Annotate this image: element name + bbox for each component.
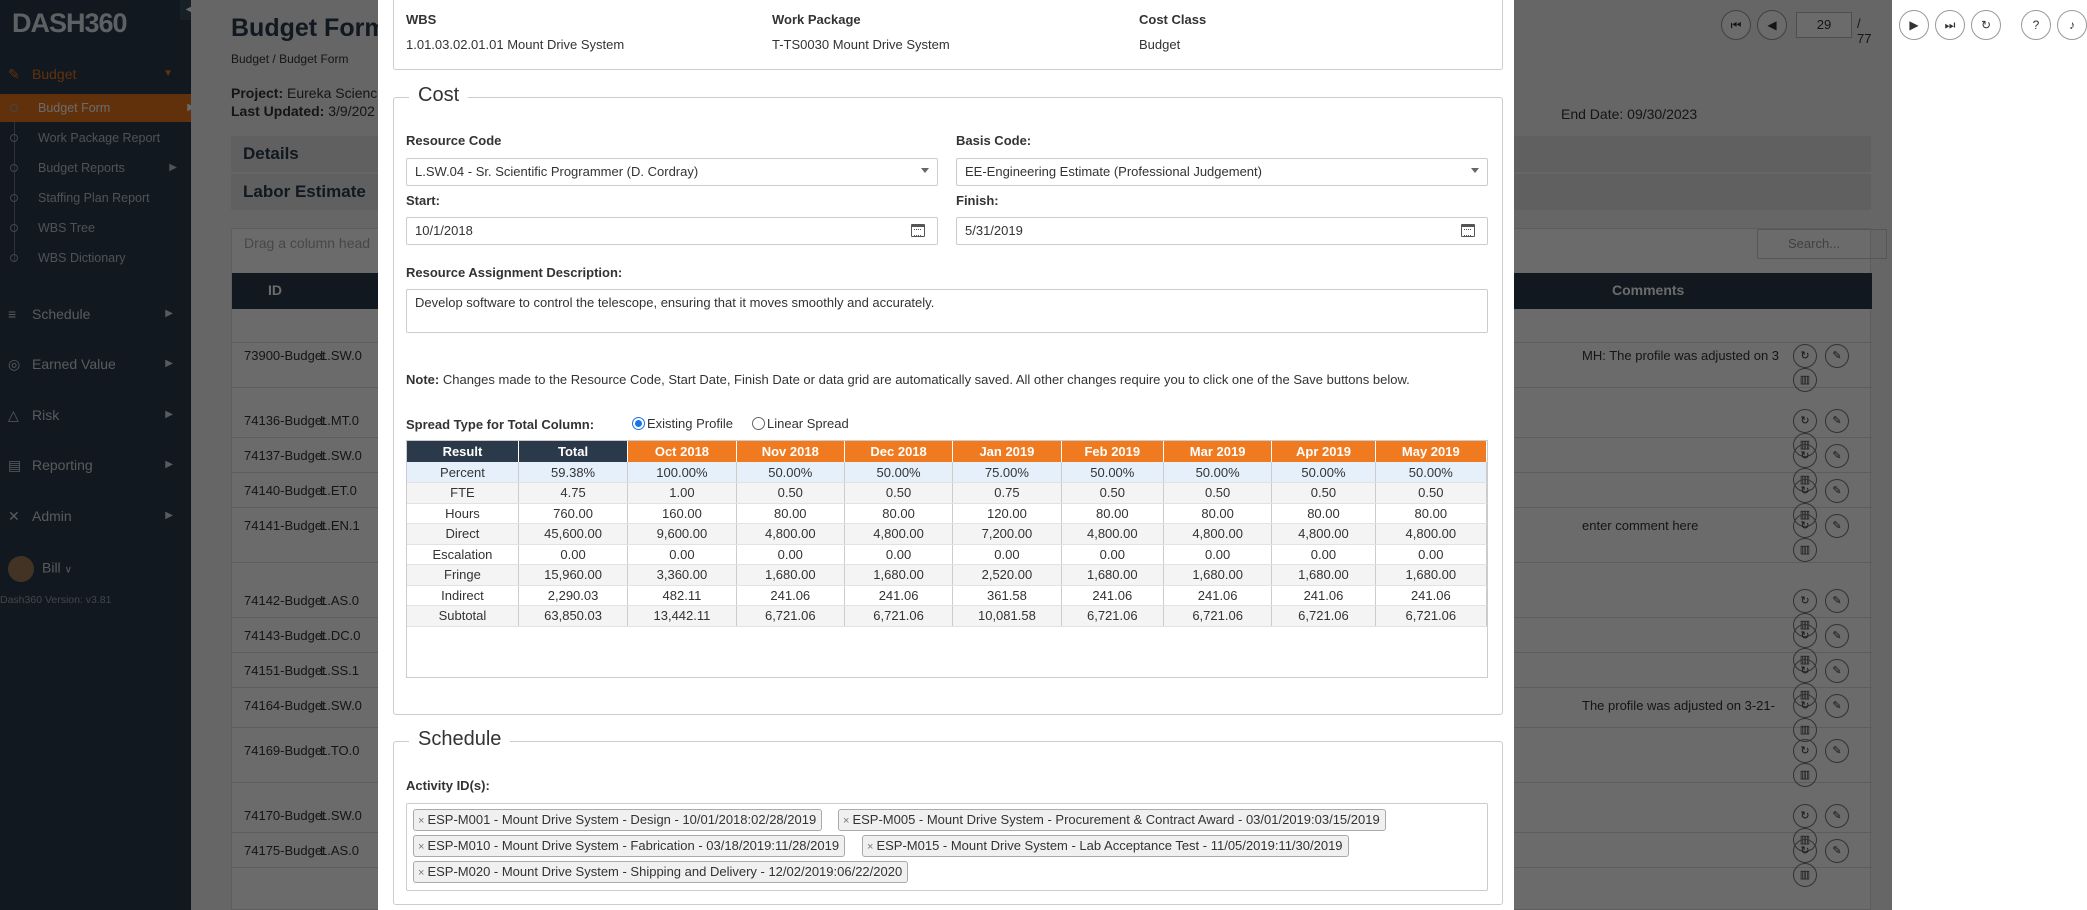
table-cell[interactable]: 4,800.00 <box>1375 524 1486 545</box>
table-cell: 2,290.03 <box>518 585 627 606</box>
table-cell[interactable]: 6,721.06 <box>736 606 844 627</box>
table-row[interactable] <box>407 524 1487 545</box>
table-row[interactable] <box>407 544 1487 565</box>
table-row[interactable] <box>407 462 1487 483</box>
table-cell[interactable]: 50.00% <box>844 462 952 483</box>
activity-tag-label: ESP-M010 - Mount Drive System - Fabrication - 03/18/2019:11/28/2019 <box>427 838 840 853</box>
last-page-button[interactable]: ⏭ <box>1935 10 1965 40</box>
table-cell[interactable]: 7,200.00 <box>953 524 1061 545</box>
activity-tag-label: ESP-M015 - Mount Drive System - Lab Acceptance Test - 11/05/2019:11/30/2019 <box>876 838 1343 853</box>
activity-tag <box>413 861 908 883</box>
table-cell[interactable]: 0.00 <box>953 544 1061 565</box>
bell-icon[interactable]: ♪ <box>2057 10 2087 40</box>
table-cell[interactable]: 100.00% <box>628 462 736 483</box>
help-icon[interactable]: ? <box>2021 10 2051 40</box>
resource-code-value: L.SW.04 - Sr. Scientific Programmer (D. Cordray) <box>415 164 699 179</box>
table-cell[interactable]: 241.06 <box>1163 585 1271 606</box>
row-label: Indirect <box>407 585 518 606</box>
cost-class-value: Budget <box>1139 37 1181 52</box>
table-cell[interactable]: 2,520.00 <box>953 565 1061 586</box>
wbs-value: 1.01.03.02.01.01 Mount Drive System <box>406 37 625 52</box>
table-cell[interactable]: 80.00 <box>1272 503 1375 524</box>
activity-tag <box>838 809 1386 831</box>
table-cell[interactable]: 0.50 <box>1375 483 1486 504</box>
column-header[interactable]: Total <box>518 441 627 462</box>
basis-code-select[interactable] <box>956 158 1488 186</box>
remove-tag-icon[interactable]: × <box>418 867 425 879</box>
table-cell[interactable]: 13,442.11 <box>628 606 736 627</box>
caret-down-icon <box>1471 168 1479 173</box>
resource-code-select[interactable] <box>406 158 938 186</box>
row-label: Direct <box>407 524 518 545</box>
table-cell[interactable]: 0.75 <box>953 483 1061 504</box>
start-label: Start: <box>406 193 440 208</box>
activity-ids-multiselect[interactable] <box>406 803 1488 891</box>
table-cell[interactable]: 1,680.00 <box>736 565 844 586</box>
remove-tag-icon[interactable]: × <box>418 815 425 827</box>
table-cell[interactable]: 482.11 <box>628 585 736 606</box>
table-cell: 0.00 <box>518 544 627 565</box>
spread-linear-radio[interactable] <box>752 416 849 431</box>
table-cell: 4.75 <box>518 483 627 504</box>
table-cell[interactable]: 0.50 <box>1061 483 1163 504</box>
table-cell[interactable]: 0.50 <box>1272 483 1375 504</box>
cost-class-label: Cost Class <box>1139 12 1207 27</box>
table-cell: 59.38% <box>518 462 627 483</box>
work-package-value: T-TS0030 Mount Drive System <box>772 37 950 52</box>
table-cell[interactable]: 6,721.06 <box>1061 606 1163 627</box>
table-cell[interactable]: 80.00 <box>1163 503 1271 524</box>
spread-existing-profile-radio[interactable] <box>632 416 733 431</box>
table-cell[interactable]: 1,680.00 <box>1061 565 1163 586</box>
table-cell[interactable]: 80.00 <box>736 503 844 524</box>
table-cell[interactable]: 0.00 <box>736 544 844 565</box>
table-row[interactable] <box>407 606 1487 627</box>
table-cell[interactable]: 1,680.00 <box>844 565 952 586</box>
row-label: Fringe <box>407 565 518 586</box>
note-text <box>406 372 1410 387</box>
resource-code-label: Resource Code <box>406 133 502 148</box>
description-label: Resource Assignment Description: <box>406 265 623 280</box>
column-header[interactable]: May 2019 <box>1375 441 1486 462</box>
table-cell[interactable]: 50.00% <box>1061 462 1163 483</box>
radio-checked-icon[interactable] <box>632 417 645 430</box>
remove-tag-icon[interactable]: × <box>843 815 850 827</box>
column-header[interactable]: Nov 2018 <box>736 441 844 462</box>
calendar-icon[interactable] <box>911 224 925 237</box>
activity-tag-label: ESP-M020 - Mount Drive System - Shipping and Delivery - 12/02/2019:06/22/2020 <box>427 864 903 879</box>
table-cell[interactable]: 120.00 <box>953 503 1061 524</box>
wbs-info-panel <box>393 0 1503 70</box>
table-cell[interactable]: 1,680.00 <box>1163 565 1271 586</box>
basis-code-value: EE-Engineering Estimate (Professional Judgement) <box>965 164 1262 179</box>
column-header[interactable]: Apr 2019 <box>1272 441 1375 462</box>
row-label: Escalation <box>407 544 518 565</box>
note-body: Changes made to the Resource Code, Start Date, Finish Date or data grid are automatically saved. All other changes require you to click one of the Save buttons below. <box>442 372 1410 387</box>
table-cell[interactable]: 50.00% <box>1375 462 1486 483</box>
activity-tag <box>413 809 822 831</box>
activity-ids-label: Activity ID(s): <box>406 778 490 793</box>
basis-code-label: Basis Code: <box>956 133 1032 148</box>
column-header[interactable]: Jan 2019 <box>953 441 1061 462</box>
table-cell: 15,960.00 <box>518 565 627 586</box>
note-label: Note: <box>406 372 440 387</box>
table-cell[interactable]: 6,721.06 <box>1163 606 1271 627</box>
table-cell[interactable]: 241.06 <box>1061 585 1163 606</box>
table-cell[interactable]: 50.00% <box>736 462 844 483</box>
table-cell[interactable]: 4,800.00 <box>736 524 844 545</box>
column-header[interactable]: Result <box>407 441 518 462</box>
spread-table <box>407 441 1487 627</box>
table-cell[interactable]: 241.06 <box>1272 585 1375 606</box>
column-header[interactable]: Dec 2018 <box>844 441 952 462</box>
spread-grid <box>406 440 1488 678</box>
start-date-value: 10/1/2018 <box>415 223 473 238</box>
table-row[interactable] <box>407 585 1487 606</box>
table-cell[interactable]: 0.00 <box>1272 544 1375 565</box>
schedule-legend: Schedule <box>409 728 510 751</box>
table-row[interactable] <box>407 565 1487 586</box>
table-cell[interactable]: 0.00 <box>628 544 736 565</box>
table-cell[interactable]: 1,680.00 <box>1272 565 1375 586</box>
table-cell[interactable]: 50.00% <box>1272 462 1375 483</box>
row-label: Subtotal <box>407 606 518 627</box>
radio-unchecked-icon[interactable] <box>752 417 765 430</box>
table-cell[interactable]: 1.00 <box>628 483 736 504</box>
table-cell[interactable]: 160.00 <box>628 503 736 524</box>
activity-tag <box>862 835 1349 857</box>
activity-tag <box>413 835 845 857</box>
table-cell[interactable]: 80.00 <box>844 503 952 524</box>
caret-down-icon <box>921 168 929 173</box>
table-cell[interactable]: 0.00 <box>844 544 952 565</box>
row-label: Hours <box>407 503 518 524</box>
table-cell[interactable]: 241.06 <box>736 585 844 606</box>
table-row[interactable] <box>407 503 1487 524</box>
table-cell[interactable]: 9,600.00 <box>628 524 736 545</box>
resource-assignment-dialog <box>378 0 1514 910</box>
description-textarea[interactable]: Develop software to control the telescope, ensuring that it moves smoothly and accurately. <box>406 289 1488 333</box>
table-cell[interactable]: 4,800.00 <box>1272 524 1375 545</box>
cost-panel <box>393 84 1503 715</box>
table-cell: 45,600.00 <box>518 524 627 545</box>
table-cell[interactable]: 6,721.06 <box>1375 606 1486 627</box>
finish-date-value: 5/31/2019 <box>965 223 1023 238</box>
table-cell[interactable]: 0.00 <box>1375 544 1486 565</box>
activity-tag-label: ESP-M005 - Mount Drive System - Procurement & Contract Award - 03/01/2019:03/15/2019 <box>852 812 1380 827</box>
table-cell: 63,850.03 <box>518 606 627 627</box>
table-cell[interactable]: 75.00% <box>953 462 1061 483</box>
table-row[interactable] <box>407 483 1487 504</box>
remove-tag-icon[interactable]: × <box>867 841 874 853</box>
table-cell[interactable]: 241.06 <box>1375 585 1486 606</box>
table-cell[interactable]: 6,721.06 <box>1272 606 1375 627</box>
table-cell[interactable]: 4,800.00 <box>844 524 952 545</box>
cost-legend: Cost <box>409 84 468 107</box>
table-cell: 760.00 <box>518 503 627 524</box>
table-cell[interactable]: 80.00 <box>1061 503 1163 524</box>
column-header[interactable]: Feb 2019 <box>1061 441 1163 462</box>
table-cell[interactable]: 3,360.00 <box>628 565 736 586</box>
column-header[interactable]: Mar 2019 <box>1163 441 1271 462</box>
radio-label: Existing Profile <box>647 416 733 431</box>
work-package-label: Work Package <box>772 12 861 27</box>
wbs-label: WBS <box>406 12 437 27</box>
refresh-icon[interactable]: ↻ <box>1971 10 2001 40</box>
next-page-button[interactable]: ▶ <box>1899 10 1929 40</box>
table-cell[interactable]: 1,680.00 <box>1375 565 1486 586</box>
table-cell[interactable]: 6,721.06 <box>844 606 952 627</box>
remove-tag-icon[interactable]: × <box>418 841 425 853</box>
table-cell[interactable]: 361.58 <box>953 585 1061 606</box>
table-cell[interactable]: 0.50 <box>1163 483 1271 504</box>
table-cell[interactable]: 10,081.58 <box>953 606 1061 627</box>
column-header[interactable]: Oct 2018 <box>628 441 736 462</box>
table-cell[interactable]: 0.50 <box>736 483 844 504</box>
table-cell[interactable]: 4,800.00 <box>1163 524 1271 545</box>
calendar-icon[interactable] <box>1461 224 1475 237</box>
table-cell[interactable]: 241.06 <box>844 585 952 606</box>
spread-type-label: Spread Type for Total Column: <box>406 417 595 432</box>
table-cell[interactable]: 4,800.00 <box>1061 524 1163 545</box>
activity-tag-label: ESP-M001 - Mount Drive System - Design - 10/01/2018:02/28/2019 <box>427 812 817 827</box>
finish-date-input[interactable] <box>956 217 1488 245</box>
table-cell[interactable]: 0.00 <box>1061 544 1163 565</box>
row-label: Percent <box>407 462 518 483</box>
radio-label: Linear Spread <box>767 416 849 431</box>
table-cell[interactable]: 0.00 <box>1163 544 1271 565</box>
table-cell[interactable]: 0.50 <box>844 483 952 504</box>
schedule-panel <box>393 728 1503 905</box>
start-date-input[interactable] <box>406 217 938 245</box>
table-cell[interactable]: 80.00 <box>1375 503 1486 524</box>
finish-label: Finish: <box>956 193 999 208</box>
table-cell[interactable]: 50.00% <box>1163 462 1271 483</box>
row-label: FTE <box>407 483 518 504</box>
